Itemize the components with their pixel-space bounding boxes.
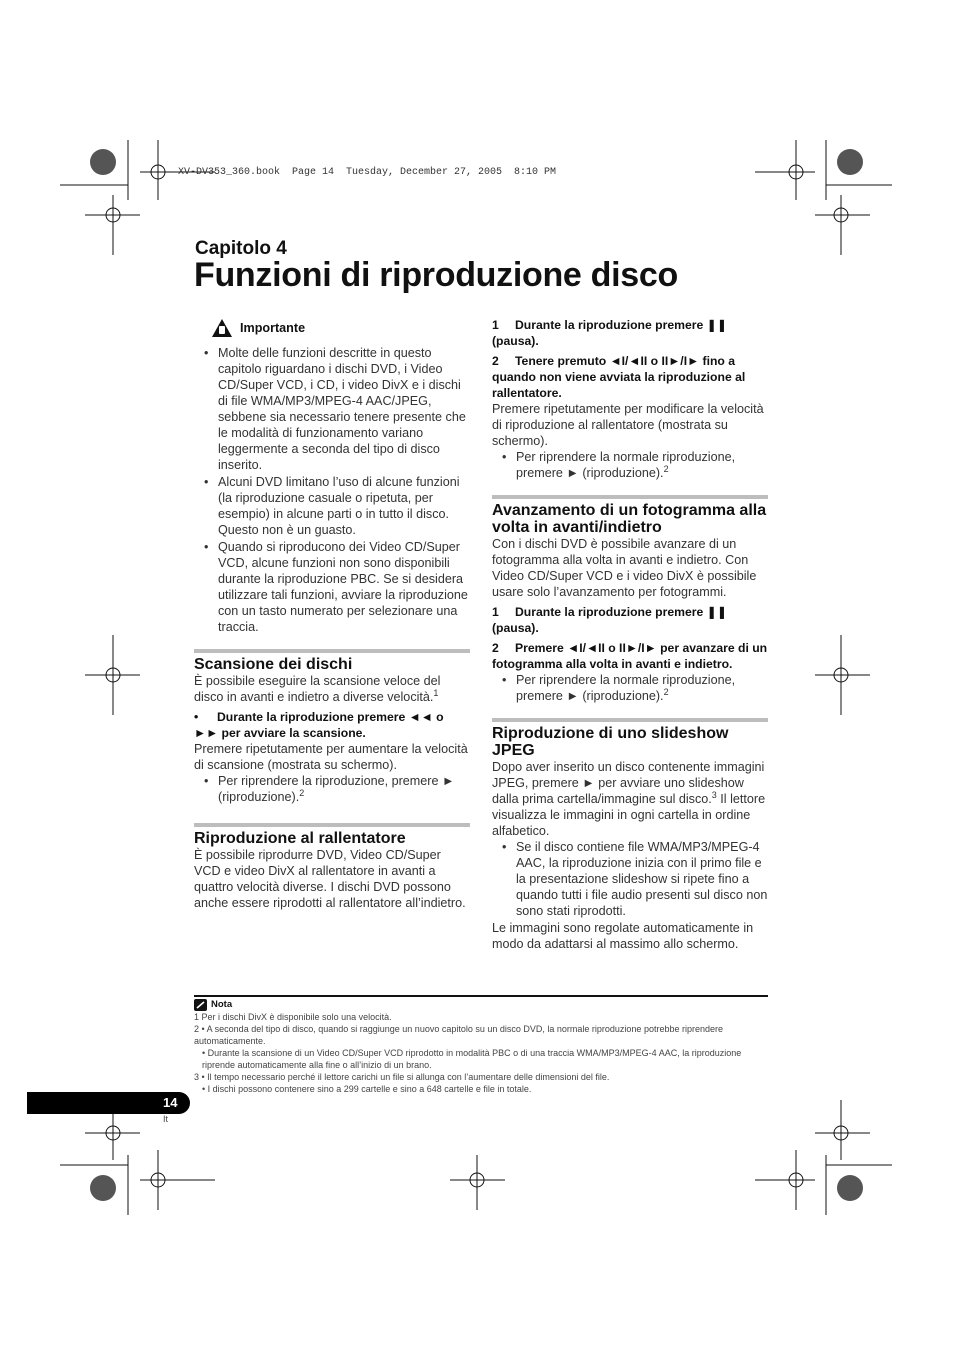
print-header: XV-DV353_360.book Page 14 Tuesday, December 27, 2005 8:10 PM <box>178 167 557 178</box>
paragraph: È possibile eseguire la scansione veloce del disco in avanti e indietro a diverse velocità.$^1$ <box>194 674 441 704</box>
section-heading: Riproduzione al rallentatore <box>194 830 406 847</box>
left-column <box>194 318 470 911</box>
paragraph: Premere ripetutamente per modificare la velocità di riproduzione al rallentatore (mostrata su schermo). <box>492 402 764 448</box>
paragraph: Dopo aver inserito un disco contenente immagini JPEG, premere ► per avviare uno slideshow dalla prima cartella/immagine sul disco.$^3$ Il lettore visualizza le immagini in ogni cartella in ordine alfabetico. <box>492 760 766 838</box>
language-code: It <box>163 1114 169 1124</box>
list-item: • Quando si riproducono dei Video CD/Super VCD, alcune funzioni non sono disponibili durante la riproduzione PBC. Se si desidera utilizzare tali funzioni, avviare la riproduzione con un tasto numerato per selezionare una traccia. <box>194 539 470 635</box>
step: 1 Durante la riproduzione premere ❚❚ (pausa). <box>492 318 728 348</box>
paragraph: Con i dischi DVD è possibile avanzare di un fotogramma alla volta in avanti e indietro. Con Video CD/Super VCD e i video DivX è possibile usare solo l’avanzamento per fotogrammi. <box>492 537 757 599</box>
warning-hand-icon <box>211 318 233 338</box>
section-slow <box>194 823 470 911</box>
note-line: • Durante la scansione di un Video CD/Super VCD riprodotto in modalità PBC o di una traccia WMA/MP3/MPEG-4 AAC, la riproduzione riprende automaticamente alla fine o all’inizio di un brano. <box>202 1048 742 1070</box>
right-column <box>492 313 768 952</box>
section-scan <box>194 649 470 805</box>
section-heading: Avanzamento di un fotogramma alla volta in avanti/indietro <box>492 502 767 536</box>
note-line: 1 Per i dischi DivX è disponibile solo una velocità. <box>194 1012 392 1022</box>
list-item: • Se il disco contiene file WMA/MP3/MPEG-4 AAC, la riproduzione inizia con il primo file e la presentazione slideshow si ripete fino a quando tutti i file audio presenti sul disco non sono stati riprodotti. <box>492 839 768 919</box>
list-item: • Alcuni DVD limitano l’uso di alcune funzioni (la riproduzione casuale o ripetuta, per esempio) in alcune parti o in tutto il disco. Questo non è un guasto. <box>194 474 470 538</box>
step: 2 Tenere premuto ◄I/◄II o II►/I► fino a quando non viene avviata la riproduzione al rallentatore. <box>492 354 746 400</box>
step: • Durante la riproduzione premere ◄◄ o ►► per avviare la scansione. <box>194 710 444 740</box>
page-number: 14 <box>163 1095 178 1110</box>
step: 1 Durante la riproduzione premere ❚❚ (pausa). <box>492 605 728 635</box>
section-heading: Riproduzione di uno slideshow JPEG <box>492 725 729 759</box>
page-title: Funzioni di riproduzione disco <box>194 256 678 294</box>
section-frame <box>492 495 768 704</box>
list-item: • Per riprendere la riproduzione, premere ► (riproduzione).$^2$ <box>194 773 470 805</box>
notes-header: Nota <box>194 999 768 1011</box>
paragraph: Premere ripetutamente per aumentare la velocità di scansione (mostrata su schermo). <box>194 742 468 772</box>
section-slideshow <box>492 718 768 952</box>
section-heading: Scansione dei dischi <box>194 656 353 673</box>
step: 2 Premere ◄I/◄II o II►/I► per avanzare di un fotogramma alla volta in avanti e indietro. <box>492 641 768 671</box>
note-pencil-icon <box>194 999 207 1011</box>
note-line: • I dischi possono contenere sino a 299 cartelle e sino a 648 cartelle e file in totale. <box>202 1084 532 1094</box>
list-item: • Per riprendere la normale riproduzione, premere ► (riproduzione).$^2$ <box>492 449 768 481</box>
list-item: • Molte delle funzioni descritte in questo capitolo riguardano i dischi DVD, i Video CD/Super VCD, i CD, i video DivX e i dischi di file WMA/MP3/MPEG-4 AAC/JPEG, sebbene sia necessario tenere presente che le modalità di funzionamento variano leggermente a seconda del tipo di disco inserito. <box>194 345 470 473</box>
note-line: 2 • A seconda del tipo di disco, quando si raggiunge un nuovo capitolo su un disco DVD, la normale riproduzione potrebbe riprendere automaticamente. <box>194 1024 723 1046</box>
footnote-ref: 1 <box>433 687 439 698</box>
important-list <box>194 345 470 635</box>
note-line: 3 • Il tempo necessario perché il lettore carichi un file si allunga con l’aumentare delle dimensioni del file. <box>194 1072 610 1082</box>
paragraph: Le immagini sono regolate automaticamente in modo da adattarsi al massimo allo schermo. <box>492 921 754 951</box>
notes <box>194 995 768 1095</box>
list-item: • Per riprendere la normale riproduzione, premere ► (riproduzione).$^2$ <box>492 672 768 704</box>
important-header <box>211 318 470 338</box>
chapter-label: Capitolo 4 <box>195 238 287 259</box>
paragraph: È possibile riprodurre DVD, Video CD/Super VCD e video DivX al rallentatore in avanti a quattro velocità diverse. I dischi DVD possono anche essere riprodotti al rallentatore all’indietro. <box>194 848 466 910</box>
important-title: Importante <box>240 321 306 335</box>
